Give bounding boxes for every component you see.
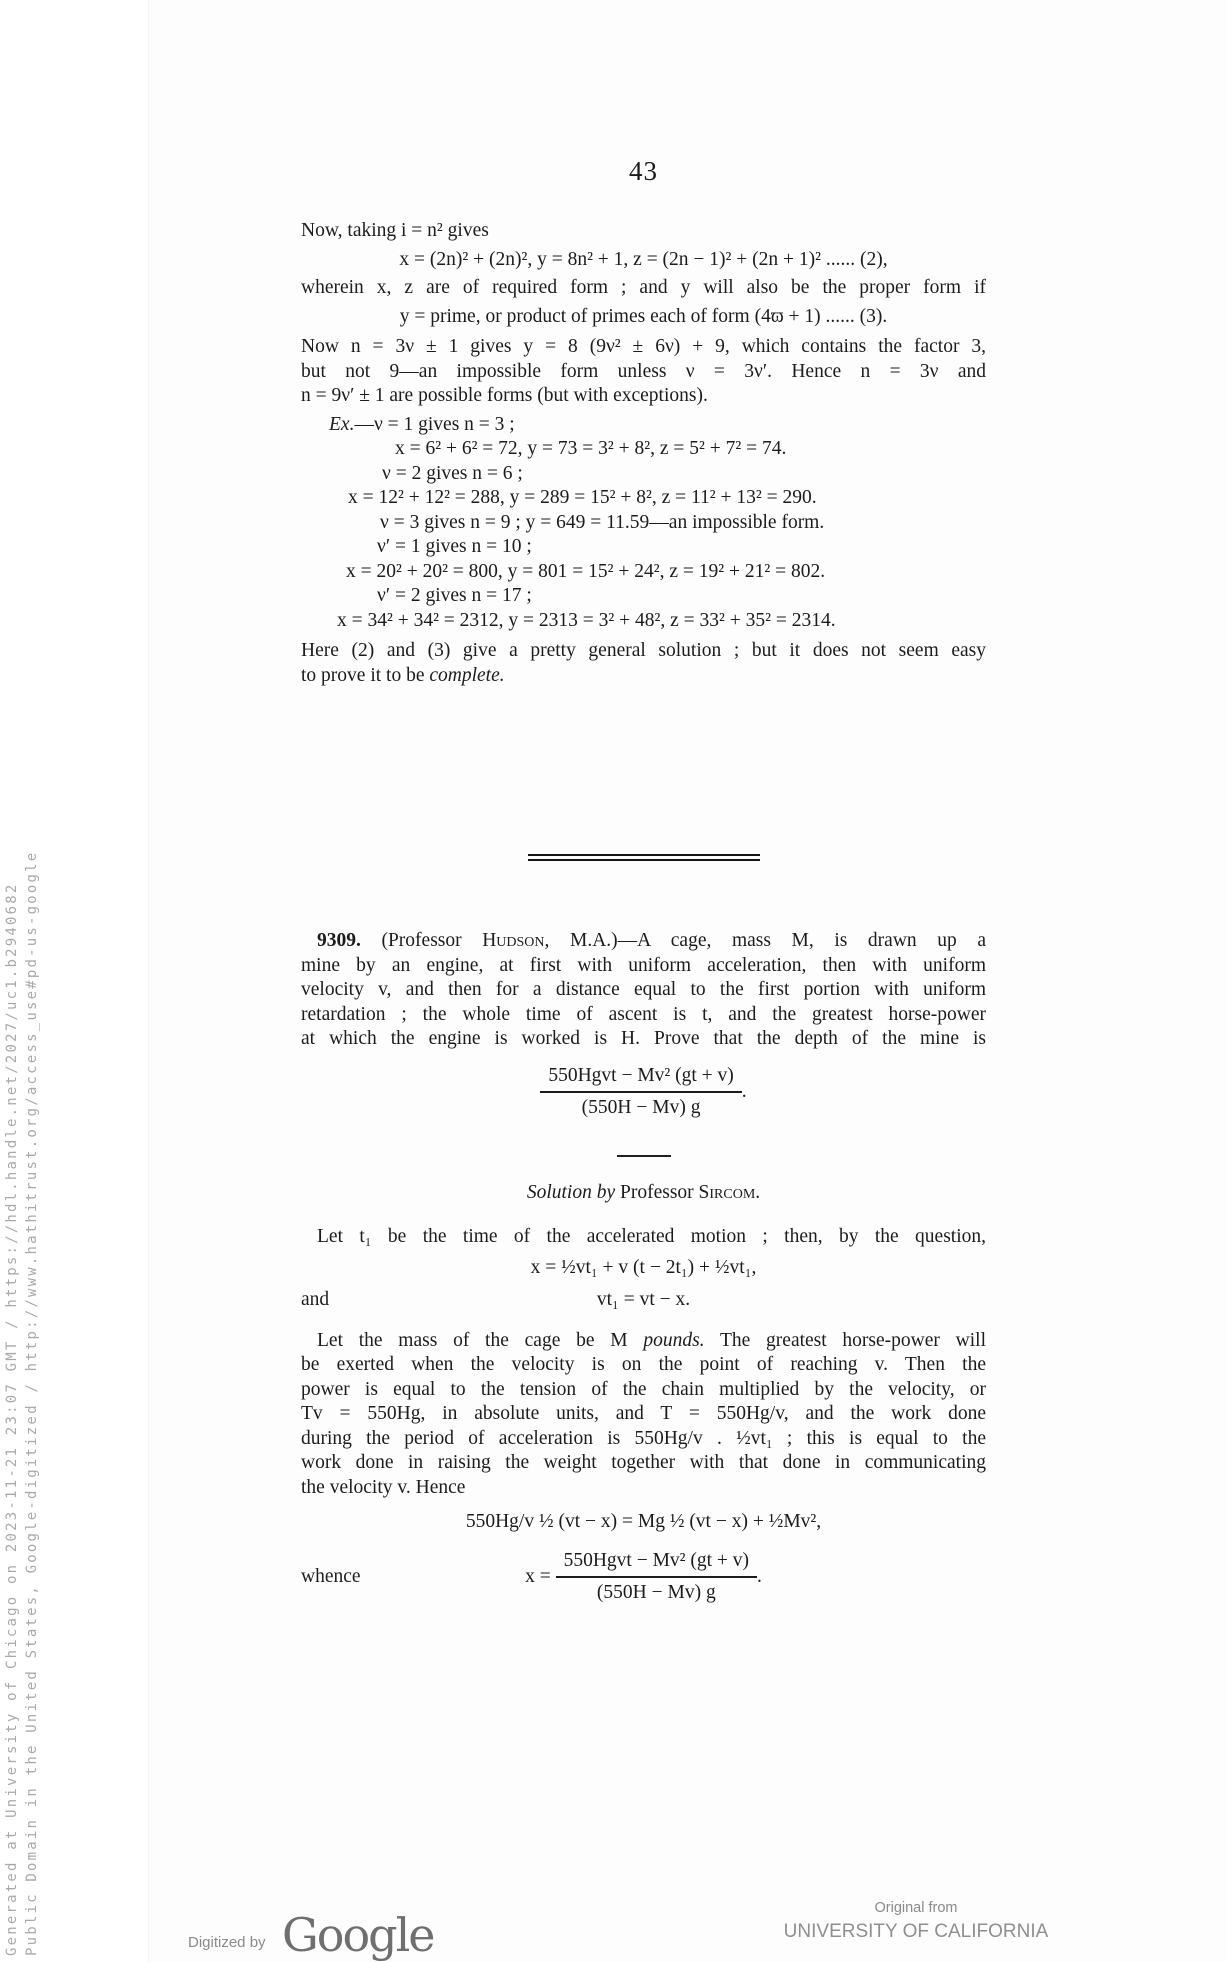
math-line: Now, taking i = n² gives xyxy=(301,220,489,241)
example-line: ν′ = 2 gives n = 17 ; xyxy=(377,585,532,606)
solution-equation: 550Hg/v ½ (vt − x) = Mg ½ (vt − x) + ½Mv², xyxy=(465,1511,822,1532)
problem-text: (Professor xyxy=(360,930,483,951)
fraction xyxy=(556,1549,757,1606)
solution-equation: vt₁ = vt − x. xyxy=(596,1289,691,1310)
fraction xyxy=(540,1064,741,1121)
and-label: and xyxy=(301,1289,330,1310)
solution-equation: x = ½vt₁ + v (t − 2t₁) + ½vt₁, xyxy=(530,1256,757,1278)
solution-text-line: power is equal to the tension of the chain multiplied by the velocity, or xyxy=(301,1378,986,1400)
fraction-period: . xyxy=(741,1080,747,1102)
solution-text: Let the mass of the cage be M xyxy=(317,1329,644,1351)
math-line: n = 9ν′ ± 1 are possible forms (but with exceptions). xyxy=(301,385,708,406)
text-column xyxy=(301,0,986,1606)
footer-attribution xyxy=(766,1900,1066,1943)
math-line xyxy=(301,664,986,689)
section-divider xyxy=(528,854,760,861)
display-fraction xyxy=(301,1064,986,1121)
solution-equation-row xyxy=(301,1288,986,1313)
example-label: Ex. xyxy=(329,413,355,435)
whence-label: whence xyxy=(301,1565,361,1587)
math-line: wherein x, z are of required form ; and y will also be the proper form if xyxy=(301,277,986,298)
pounds-italic: pounds. xyxy=(643,1329,705,1351)
example-line: ν = 2 gives n = 6 ; xyxy=(382,462,523,484)
math-line: Here (2) and (3) give a pretty general solution ; but it does not seem easy xyxy=(301,640,986,661)
solution-byline xyxy=(301,1181,986,1206)
math-line: but not 9—an impossible form unless ν = 3ν′. Hence n = 3ν and xyxy=(301,360,986,382)
example-line: x = 20² + 20² = 800, y = 801 = 15² + 24², z = 19² + 21² = 802. xyxy=(346,560,826,582)
short-divider xyxy=(617,1155,671,1157)
digitized-by-label: Digitized by xyxy=(188,1934,266,1951)
scan-page xyxy=(148,0,1227,1962)
byline-roman: Professor xyxy=(620,1181,699,1203)
solution-paragraph xyxy=(301,1329,986,1501)
institution-label: UNIVERSITY OF CALIFORNIA xyxy=(783,1921,1049,1942)
problem-number: 9309. xyxy=(317,930,361,951)
problem-statement xyxy=(301,929,986,1052)
problem-text: , M.A.)—A cage, mass M, is drawn up a xyxy=(544,930,986,951)
closing-italic: complete. xyxy=(429,664,505,686)
solution-text-line: Tv = 550Hg, in absolute units, and T = 550Hg/v, and the work done xyxy=(301,1403,986,1424)
solver-name: Sircom. xyxy=(698,1181,761,1203)
google-logo: Google xyxy=(282,1908,434,1962)
solution-text-line: be exerted when the velocity is on the point of reaching v. Then the xyxy=(301,1354,986,1375)
closing-paragraph xyxy=(301,639,986,688)
problem-text-line: mine by an engine, at first with uniform acceleration, then with uniform xyxy=(301,954,986,976)
final-lhs: x = xyxy=(525,1565,556,1587)
solution-text: The greatest horse-power will xyxy=(704,1329,986,1351)
problem-text-line: at which the engine is worked is H. Prove that the depth of the mine is xyxy=(301,1028,986,1049)
example-line: ν′ = 1 gives n = 10 ; xyxy=(377,536,532,557)
math-line: Now n = 3ν ± 1 gives y = 8 (9ν² ± 6ν) + 9, which contains the factor 3, xyxy=(301,336,986,357)
fraction-denominator: (550H − Mv) g xyxy=(596,1582,716,1603)
example-line xyxy=(329,413,986,438)
final-equation-row xyxy=(301,1549,986,1606)
solution-text-line: during the period of acceleration is 550Hg/v . ½vt₁ ; this is equal to the xyxy=(301,1427,986,1449)
solution-text-line: work done in raising the weight together with that done in communicating xyxy=(301,1452,986,1473)
fraction-period: . xyxy=(757,1565,762,1587)
equation-2: x = (2n)² + (2n)², y = 8n² + 1, z = (2n − 1)² + (2n + 1)² ...... (2), xyxy=(399,248,888,270)
closing-text: to prove it to be xyxy=(301,664,430,686)
solution-text-line: the velocity v. Hence xyxy=(301,1476,466,1498)
solution-text-line: Let t₁ be the time of the accelerated motion ; then, by the question, xyxy=(317,1226,986,1247)
paragraph xyxy=(301,335,986,409)
problem-text-line: velocity v, and then for a distance equal to the first portion with uniform xyxy=(301,979,986,1000)
proposer-name: Hudson xyxy=(482,930,545,951)
solution-text-line xyxy=(301,1329,986,1354)
example-line: x = 6² + 6² = 72, y = 73 = 3² + 8², z = 5² + 7² = 74. xyxy=(395,438,787,459)
example-line: ν = 3 gives n = 9 ; y = 649 = 11.59—an impossible form. xyxy=(380,511,825,533)
equation-3: y = prime, or product of primes each of form (4ϖ + 1) ...... (3). xyxy=(399,305,888,327)
original-from-label: Original from xyxy=(874,1900,958,1916)
problem-text-line xyxy=(301,929,986,954)
example-text: —ν = 1 gives n = 3 ; xyxy=(354,413,515,435)
example-line: x = 34² + 34² = 2312, y = 2313 = 3² + 48², z = 33² + 35² = 2314. xyxy=(337,609,836,631)
fraction-denominator: (550H − Mv) g xyxy=(581,1097,701,1118)
problem-text-line: retardation ; the whole time of ascent is t, and the greatest horse-power xyxy=(301,1003,986,1025)
examples-block xyxy=(301,413,986,634)
example-line: x = 12² + 12² = 288, y = 289 = 15² + 8², z = 11² + 13² = 290. xyxy=(348,487,817,508)
fraction-numerator: 550Hgvt − Mv² (gt + v) xyxy=(540,1064,741,1094)
page-number: 43 xyxy=(629,156,658,186)
byline-italic: Solution by xyxy=(526,1181,620,1203)
fraction-numerator: 550Hgvt − Mv² (gt + v) xyxy=(556,1549,757,1579)
watermark-line-2: Public Domain in the United States, Google-digitized / http://www.hathitrust.org/access_use#pd-us-google xyxy=(24,850,40,1956)
watermark-line-1: Generated at University of Chicago on 2023-11-21 23:07 GMT / https://hdl.handle.net/2027/uc1.b2940682 xyxy=(4,882,20,1956)
